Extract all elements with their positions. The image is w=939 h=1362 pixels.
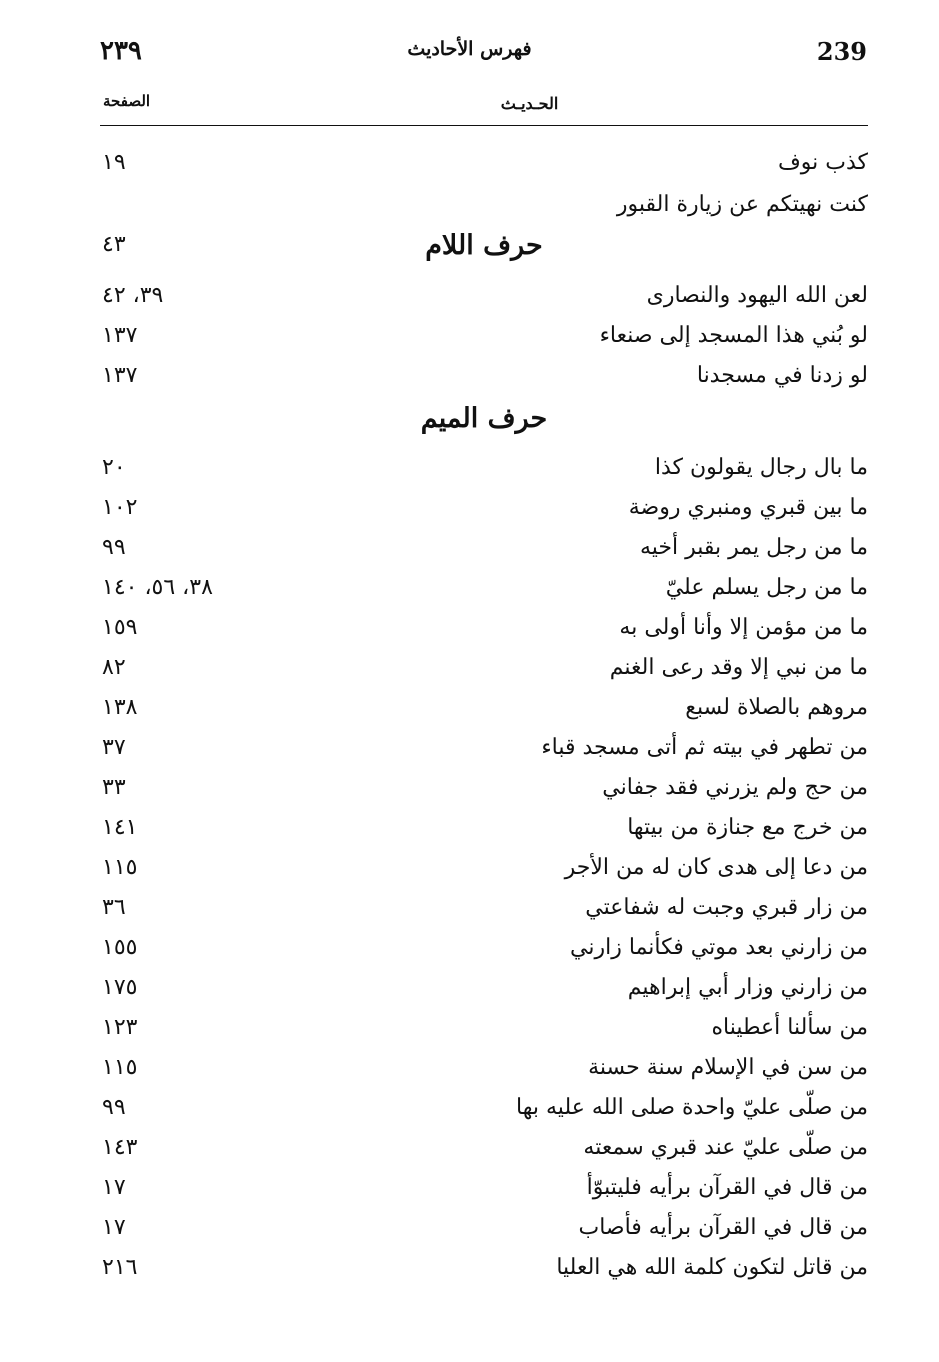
- index-entry: [100, 1255, 868, 1293]
- index-entry: [100, 192, 868, 230]
- entry-pages: ٣٨، ٥٦، ١٤٠: [102, 575, 213, 600]
- header-rule: [100, 125, 868, 126]
- section-title: حرف الميم: [420, 403, 548, 434]
- entry-pages: ١٧: [102, 1215, 126, 1240]
- index-entry: [100, 735, 868, 773]
- entry-pages: ١٩: [102, 150, 126, 175]
- index-entry: [100, 615, 868, 653]
- index-entry: [100, 1135, 868, 1173]
- entry-pages: ١٧٥: [102, 975, 138, 1000]
- entry-pages: ١٣٨: [102, 695, 138, 720]
- entry-text: ما من مؤمن إلا وأنا أولى به: [619, 615, 868, 640]
- index-entry: [100, 283, 868, 321]
- index-entry: [100, 455, 868, 493]
- entry-pages: ١١٥: [102, 1055, 138, 1080]
- index-entry: [100, 150, 868, 188]
- entry-text: من قاتل لتكون كلمة الله هي العليا: [556, 1255, 868, 1280]
- entry-text: ما من رجل يسلم عليّ: [665, 575, 868, 600]
- entry-pages: ٢١٦: [102, 1255, 138, 1280]
- entry-text: ما بال رجال يقولون كذا: [654, 455, 868, 480]
- running-title: فهرس الأحاديث: [407, 38, 532, 60]
- entry-pages: ١٣٧: [102, 363, 138, 388]
- index-entry: [100, 535, 868, 573]
- entry-pages: ١١٥: [102, 855, 138, 880]
- entry-pages: ١٣٧: [102, 323, 138, 348]
- index-entry: [100, 495, 868, 533]
- entry-text: من تطهر في بيته ثم أتى مسجد قباء: [541, 735, 868, 760]
- index-entry: [100, 855, 868, 893]
- index-entry: [100, 575, 868, 613]
- index-entry: [100, 1015, 868, 1053]
- entry-pages: ٣٣: [102, 775, 126, 800]
- entry-pages: ١٠٢: [102, 495, 138, 520]
- index-entry: [100, 323, 868, 361]
- entry-pages: ٩٩: [102, 1095, 126, 1120]
- index-entry: [100, 1175, 868, 1213]
- entry-text: من دعا إلى هدى كان له من الأجر: [564, 855, 868, 880]
- entry-pages: ١٥٥: [102, 935, 138, 960]
- entry-text: ما بين قبري ومنبري روضة: [628, 495, 868, 520]
- entry-text: مروهم بالصلاة لسبع: [685, 695, 868, 720]
- entry-text: من سألنا أعطيناه: [711, 1015, 868, 1040]
- page-number: 239: [816, 37, 867, 66]
- entry-text: كنت نهيتكم عن زيارة القبور: [616, 192, 868, 217]
- entry-text: ما من نبي إلا وقد رعى الغنم: [609, 655, 868, 680]
- entry-pages: ٣٦: [102, 895, 126, 920]
- index-entry: [100, 975, 868, 1013]
- index-entry: [100, 695, 868, 733]
- section-title: حرف اللام: [425, 230, 543, 261]
- entry-pages: ٢٠: [102, 455, 126, 480]
- entry-text: من حج ولم يزرني فقد جفاني: [602, 775, 868, 800]
- index-entry: [100, 895, 868, 933]
- entry-text: من زار قبري وجبت له شفاعتي: [585, 895, 868, 920]
- index-entry: [100, 655, 868, 693]
- entry-pages: ١٤٣: [102, 1135, 138, 1160]
- entry-text: لعن الله اليهود والنصارى: [646, 283, 868, 308]
- index-entry: [100, 1215, 868, 1253]
- entry-pages: ٣٩، ٤٢: [102, 283, 164, 308]
- index-entry: [100, 1095, 868, 1133]
- entry-text: من زارني وزار أبي إبراهيم: [627, 975, 868, 1000]
- column-header-hadith: الحـديـث: [500, 94, 559, 113]
- entry-pages: ١٢٣: [102, 1015, 138, 1040]
- entry-text: من خرج مع جنازة من بيتها: [627, 815, 868, 840]
- section-heading-mim: [100, 403, 868, 434]
- entry-pages: ١٤١: [102, 815, 138, 840]
- index-entry: [100, 1055, 868, 1093]
- index-entry: [100, 935, 868, 973]
- entry-pages: ٣٧: [102, 735, 126, 760]
- entry-pages: ١٥٩: [102, 615, 138, 640]
- page-number-arabic: ٢٣٩: [100, 36, 142, 66]
- entry-text: ما من رجل يمر بقبر أخيه: [639, 535, 868, 560]
- entry-text: من زارني بعد موتي فكأنما زارني: [570, 935, 868, 960]
- index-entry: [100, 815, 868, 853]
- entry-text: من سن في الإسلام سنة حسنة: [588, 1055, 868, 1080]
- entry-text: كذب نوف: [777, 150, 868, 175]
- entry-pages: ٤٣: [102, 232, 126, 257]
- entry-text: من قال في القرآن برأيه فأصاب: [578, 1215, 868, 1240]
- entry-text: لو زدنا في مسجدنا: [696, 363, 868, 388]
- column-header-page: الصفحة: [103, 92, 151, 110]
- index-entry: [100, 775, 868, 813]
- entry-pages: ١٧: [102, 1175, 126, 1200]
- entry-pages: ٨٢: [102, 655, 126, 680]
- entry-text: من صلّى عليّ عند قبري سمعته: [583, 1135, 868, 1160]
- entry-text: لو بُني هذا المسجد إلى صنعاء: [599, 323, 868, 348]
- entry-text: من صلّى عليّ واحدة صلى الله عليه بها: [516, 1095, 868, 1120]
- section-heading-lam: [100, 230, 868, 261]
- entry-text: من قال في القرآن برأيه فليتبوّأ: [586, 1175, 868, 1200]
- index-entry: [100, 363, 868, 401]
- entry-pages: ٩٩: [102, 535, 126, 560]
